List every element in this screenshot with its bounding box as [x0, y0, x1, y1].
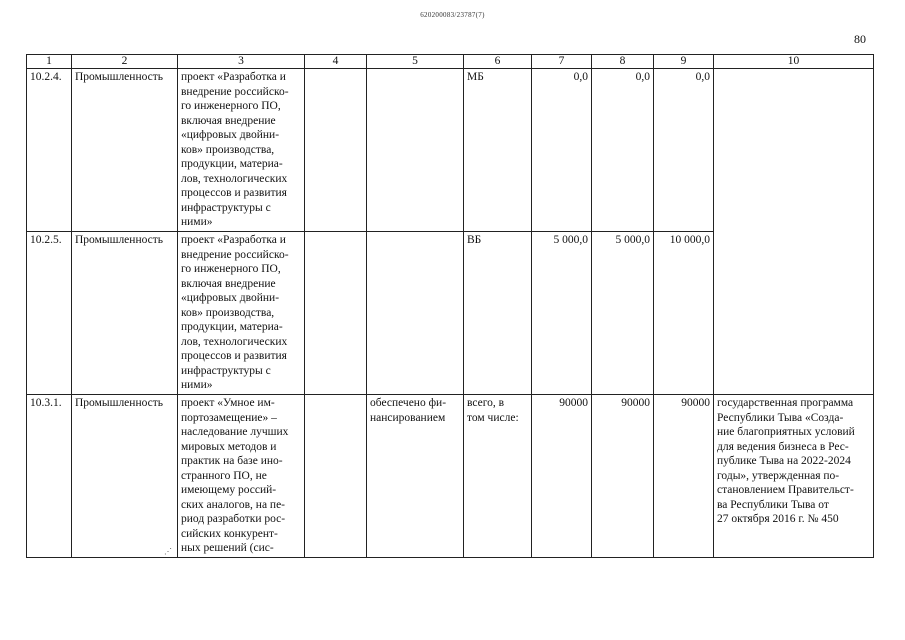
column-number: 10 — [714, 55, 874, 69]
column-number: 5 — [367, 55, 464, 69]
project-cell: проект «Разработка и внедрение российско- го инженерного ПО, включая внедрение «цифровых двойни- ков» производства, продукции, материа- лов, технологических процессов и развития инфраструктуры с ними» — [178, 232, 305, 395]
status-cell: обеспечено фи- нансированием — [367, 395, 464, 558]
sector-cell: Промышленность — [72, 395, 178, 558]
col4-cell — [305, 69, 367, 232]
column-number: 1 — [27, 55, 72, 69]
document-code: 620200083/23787(7) — [420, 11, 485, 19]
column-number: 7 — [532, 55, 592, 69]
row-number: 10.2.5. — [27, 232, 72, 395]
scan-artifact-mark: ⋰ — [164, 547, 172, 556]
funding-source-cell: всего, в том числе: — [464, 395, 532, 558]
funding-source-cell: ВБ — [464, 232, 532, 395]
column-number: 8 — [592, 55, 654, 69]
sector-cell: Промышленность — [72, 69, 178, 232]
table-row — [27, 69, 874, 232]
value-col7-cell: 5 000,0 — [532, 232, 592, 395]
column-number: 3 — [178, 55, 305, 69]
column-number: 2 — [72, 55, 178, 69]
column-number: 4 — [305, 55, 367, 69]
value-col7-cell: 0,0 — [532, 69, 592, 232]
project-cell: проект «Разработка и внедрение российско- го инженерного ПО, включая внедрение «цифровых двойни- ков» производства, продукции, материа- лов, технологических процессов и развития инфраструктуры с ними» — [178, 69, 305, 232]
project-cell: проект «Умное им- портозамещение» – наследование лучших мировых методов и практик на базе ино- странного ПО, не имеющему россий- ских аналогов, на пе- риод разработки рос- сийских конкурент- ных решений (сис- — [178, 395, 305, 558]
row-number: 10.3.1. — [27, 395, 72, 558]
status-cell — [367, 232, 464, 395]
col4-cell — [305, 232, 367, 395]
basis-cell — [714, 69, 874, 395]
value-col8-cell: 5 000,0 — [592, 232, 654, 395]
funding-source-cell: МБ — [464, 69, 532, 232]
value-col9-cell: 0,0 — [654, 69, 714, 232]
value-col9-cell: 90000 — [654, 395, 714, 558]
row-number: 10.2.4. — [27, 69, 72, 232]
status-cell — [367, 69, 464, 232]
column-number-row — [27, 55, 874, 69]
basis-cell: государственная программа Республики Тыва «Созда- ние благоприятных условий для ведения бизнеса в Рес- публике Тыва на 2022-2024 годы», утвержденная по- становлением Правительст- ва Республики Тыва от 27 октября 2016 г. № 450 — [714, 395, 874, 558]
table-row — [27, 395, 874, 558]
value-col9-cell: 10 000,0 — [654, 232, 714, 395]
column-number: 6 — [464, 55, 532, 69]
col4-cell — [305, 395, 367, 558]
program-table — [26, 54, 874, 558]
value-col8-cell: 90000 — [592, 395, 654, 558]
value-col8-cell: 0,0 — [592, 69, 654, 232]
page-number: 80 — [854, 32, 866, 46]
sector-cell: Промышленность — [72, 232, 178, 395]
column-number: 9 — [654, 55, 714, 69]
value-col7-cell: 90000 — [532, 395, 592, 558]
